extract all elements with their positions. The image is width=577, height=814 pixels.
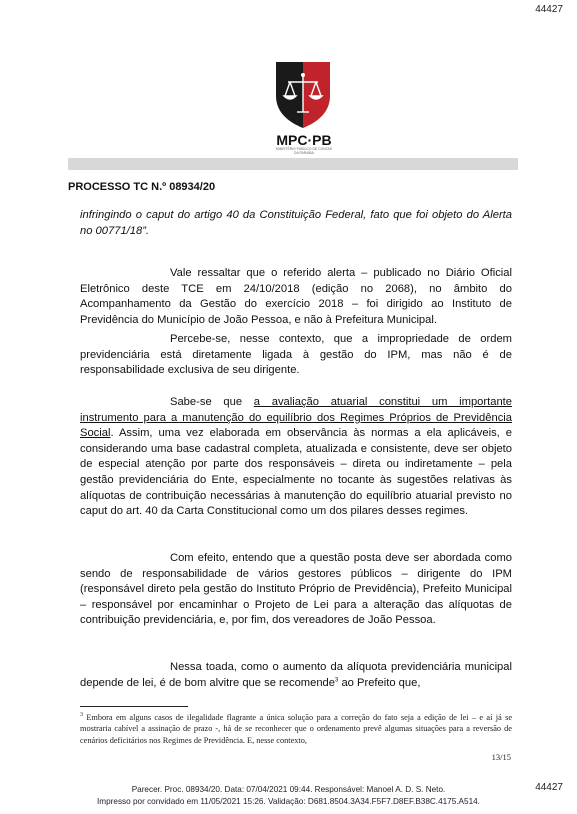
paragraph-responsibility: Com efeito, entendo que a questão posta deve ser abordada como sendo de responsabilidade de vários gestores públicos – dirigente do IPM (responsável direto pela gestão do Instituto Próprio de Previdência), Prefeito Municipal – responsável por encaminhar o Projeto de Lei para a alteração das alíquotas de contribuição previdenciária, e, por fim, dos vereadores de João Pessoa. (80, 552, 512, 627)
page-id-bottom: 44427 (535, 782, 563, 793)
page-counter: 13/15 (491, 752, 511, 762)
logo-title: MPC·PB (276, 132, 332, 148)
scales-shield-icon (276, 62, 330, 128)
paragraph-context: Percebe-se, nesse contexto, que a impropriedade de ordem previdenciária está diretamente ligada à gestão do IPM, mas não é de responsabilidade exclusiva de seu dirigente. (80, 333, 512, 377)
mpc-pb-logo (276, 62, 330, 128)
logo-subtitle: MINISTÉRIO PÚBLICO DE CONTAS DA PARAÍBA (275, 147, 333, 155)
underlined-passage: a avaliação atuarial constitui um importante instrumento para a manutenção do equilíbrio dos Regimes Próprios de Previdência Social (80, 396, 512, 440)
header-divider-bar (68, 158, 518, 170)
paragraph-recommendation: Nessa toada, como o aumento da alíquota previdenciária municipal depende de lei, é de bom alvitre que se recomende$^3$ ao Prefeito que, (80, 661, 512, 689)
page-id-top: 44427 (535, 4, 563, 15)
footer-line-2: Impresso por convidado em 11/05/2021 15:26. Validação: D681.8504.3A34.F5F7.D8EF.B38C.4175.A514. (97, 797, 480, 806)
footnote-rule (80, 706, 188, 707)
footer-line-1: Parecer. Proc. 08934/20. Data: 07/04/2021 09:44. Responsável: Manoel A. D. S. Neto. (131, 785, 446, 794)
process-heading: PROCESSO TC N.º 08934/20 (68, 181, 216, 193)
paragraph-alert: Vale ressaltar que o referido alerta – publicado no Diário Oficial Eletrônico deste TCE em 24/10/2018 (edição no 2068), no âmbito do Acompanhamento da Gestão do exercício 2018 – foi dirigido ao Instituto de Previdência do Município de João Pessoa, e não à Prefeitura Municipal. (80, 267, 512, 326)
paragraph-continuation: infringindo o caput do artigo 40 da Constituição Federal, fato que foi objeto do Alerta no 00771/18”. (80, 209, 512, 237)
paragraph-actuarial: Sabe-se que a avaliação atuarial constitui um importante instrumento para a manutenção do equilíbrio dos Regimes Próprios de Previdência Social. Assim, uma vez elaborada em observância às normas a ela aplicáveis, e considerando uma base cadastral completa, atualizada e consistente, deve ser objeto de especial atenção por parte dos responsáveis – direta ou indiretamente – pela gestão previdenciária do Ente, especialmente no tocante às sugestões relativas às alíquotas de contribuição necessárias à manutenção do equilíbrio atuarial previsto no caput do art. 40 da Carta Constitucional como um dos pilares desses regimes. (80, 396, 512, 518)
footnote-ref: 3 (335, 676, 339, 683)
footnote: $^3$ Embora em alguns casos de ilegalidade flagrante a única solução para a correção do fato seja a edição de lei – e aí já se mostraria cabível a assinação de prazo -, há de se reconhecer que o ordenamento prevê algumas situações para a reversão de cenários deficitários nos Regimes de Previdência. E, nesse contexto, (80, 712, 512, 745)
